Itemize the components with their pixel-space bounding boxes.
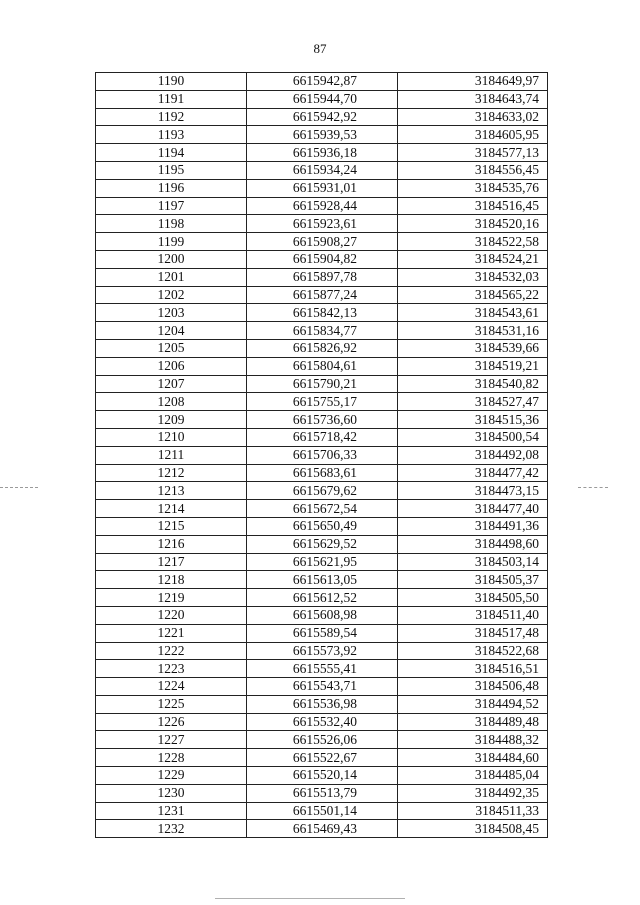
x-coordinate-cell: 6615543,71	[247, 678, 398, 696]
x-coordinate-cell: 6615555,41	[247, 660, 398, 678]
x-coordinate-cell: 6615629,52	[247, 535, 398, 553]
y-coordinate-cell: 3184649,97	[398, 73, 548, 91]
point-number-cell: 1208	[96, 393, 247, 411]
x-coordinate-cell: 6615536,98	[247, 695, 398, 713]
y-coordinate-cell: 3184473,15	[398, 482, 548, 500]
y-coordinate-cell: 3184515,36	[398, 411, 548, 429]
table-row	[96, 517, 548, 535]
x-coordinate-cell: 6615928,44	[247, 197, 398, 215]
point-number-cell: 1225	[96, 695, 247, 713]
point-number-cell: 1212	[96, 464, 247, 482]
x-coordinate-cell: 6615589,54	[247, 624, 398, 642]
x-coordinate-cell: 6615532,40	[247, 713, 398, 731]
table-row	[96, 126, 548, 144]
y-coordinate-cell: 3184491,36	[398, 517, 548, 535]
x-coordinate-cell: 6615939,53	[247, 126, 398, 144]
x-coordinate-cell: 6615706,33	[247, 446, 398, 464]
table-row	[96, 268, 548, 286]
x-coordinate-cell: 6615683,61	[247, 464, 398, 482]
y-coordinate-cell: 3184511,40	[398, 606, 548, 624]
table-row	[96, 304, 548, 322]
point-number-cell: 1230	[96, 784, 247, 802]
y-coordinate-cell: 3184605,95	[398, 126, 548, 144]
table-row	[96, 678, 548, 696]
table-row	[96, 73, 548, 91]
table-row	[96, 660, 548, 678]
table-row	[96, 393, 548, 411]
y-coordinate-cell: 3184524,21	[398, 250, 548, 268]
point-number-cell: 1201	[96, 268, 247, 286]
x-coordinate-cell: 6615613,05	[247, 571, 398, 589]
table-row	[96, 464, 548, 482]
x-coordinate-cell: 6615573,92	[247, 642, 398, 660]
x-coordinate-cell: 6615931,01	[247, 179, 398, 197]
point-number-cell: 1203	[96, 304, 247, 322]
x-coordinate-cell: 6615790,21	[247, 375, 398, 393]
table-row	[96, 820, 548, 838]
x-coordinate-cell: 6615469,43	[247, 820, 398, 838]
y-coordinate-cell: 3184520,16	[398, 215, 548, 233]
y-coordinate-cell: 3184556,45	[398, 161, 548, 179]
x-coordinate-cell: 6615908,27	[247, 233, 398, 251]
table-row	[96, 767, 548, 785]
point-number-cell: 1219	[96, 589, 247, 607]
point-number-cell: 1199	[96, 233, 247, 251]
x-coordinate-cell: 6615679,62	[247, 482, 398, 500]
y-coordinate-cell: 3184540,82	[398, 375, 548, 393]
x-coordinate-cell: 6615650,49	[247, 517, 398, 535]
point-number-cell: 1231	[96, 802, 247, 820]
table-row	[96, 339, 548, 357]
table-row	[96, 215, 548, 233]
scan-artifact-left	[0, 487, 38, 488]
y-coordinate-cell: 3184506,48	[398, 678, 548, 696]
table-row	[96, 749, 548, 767]
y-coordinate-cell: 3184565,22	[398, 286, 548, 304]
x-coordinate-cell: 6615501,14	[247, 802, 398, 820]
point-number-cell: 1223	[96, 660, 247, 678]
table-row	[96, 322, 548, 340]
point-number-cell: 1200	[96, 250, 247, 268]
y-coordinate-cell: 3184535,76	[398, 179, 548, 197]
y-coordinate-cell: 3184633,02	[398, 108, 548, 126]
table-row	[96, 90, 548, 108]
y-coordinate-cell: 3184503,14	[398, 553, 548, 571]
point-number-cell: 1220	[96, 606, 247, 624]
point-number-cell: 1198	[96, 215, 247, 233]
y-coordinate-cell: 3184643,74	[398, 90, 548, 108]
x-coordinate-cell: 6615672,54	[247, 500, 398, 518]
table-row	[96, 802, 548, 820]
x-coordinate-cell: 6615520,14	[247, 767, 398, 785]
y-coordinate-cell: 3184484,60	[398, 749, 548, 767]
point-number-cell: 1222	[96, 642, 247, 660]
table-row	[96, 357, 548, 375]
x-coordinate-cell: 6615942,87	[247, 73, 398, 91]
y-coordinate-cell: 3184539,66	[398, 339, 548, 357]
point-number-cell: 1229	[96, 767, 247, 785]
point-number-cell: 1213	[96, 482, 247, 500]
coordinates-table-body	[96, 73, 548, 838]
x-coordinate-cell: 6615842,13	[247, 304, 398, 322]
point-number-cell: 1196	[96, 179, 247, 197]
table-row	[96, 606, 548, 624]
table-row	[96, 446, 548, 464]
x-coordinate-cell: 6615804,61	[247, 357, 398, 375]
table-row	[96, 482, 548, 500]
point-number-cell: 1197	[96, 197, 247, 215]
point-number-cell: 1206	[96, 357, 247, 375]
y-coordinate-cell: 3184532,03	[398, 268, 548, 286]
point-number-cell: 1204	[96, 322, 247, 340]
point-number-cell: 1190	[96, 73, 247, 91]
x-coordinate-cell: 6615904,82	[247, 250, 398, 268]
y-coordinate-cell: 3184517,48	[398, 624, 548, 642]
x-coordinate-cell: 6615936,18	[247, 144, 398, 162]
table-row	[96, 233, 548, 251]
y-coordinate-cell: 3184505,37	[398, 571, 548, 589]
x-coordinate-cell: 6615608,98	[247, 606, 398, 624]
point-number-cell: 1224	[96, 678, 247, 696]
point-number-cell: 1194	[96, 144, 247, 162]
y-coordinate-cell: 3184485,04	[398, 767, 548, 785]
y-coordinate-cell: 3184522,58	[398, 233, 548, 251]
x-coordinate-cell: 6615612,52	[247, 589, 398, 607]
point-number-cell: 1193	[96, 126, 247, 144]
table-row	[96, 642, 548, 660]
point-number-cell: 1217	[96, 553, 247, 571]
x-coordinate-cell: 6615877,24	[247, 286, 398, 304]
x-coordinate-cell: 6615826,92	[247, 339, 398, 357]
x-coordinate-cell: 6615736,60	[247, 411, 398, 429]
y-coordinate-cell: 3184516,51	[398, 660, 548, 678]
point-number-cell: 1205	[96, 339, 247, 357]
x-coordinate-cell: 6615621,95	[247, 553, 398, 571]
point-number-cell: 1202	[96, 286, 247, 304]
point-number-cell: 1218	[96, 571, 247, 589]
point-number-cell: 1227	[96, 731, 247, 749]
point-number-cell: 1215	[96, 517, 247, 535]
y-coordinate-cell: 3184492,35	[398, 784, 548, 802]
page-number: 87	[313, 41, 327, 56]
y-coordinate-cell: 3184519,21	[398, 357, 548, 375]
y-coordinate-cell: 3184494,52	[398, 695, 548, 713]
point-number-cell: 1210	[96, 428, 247, 446]
table-row	[96, 500, 548, 518]
table-row	[96, 375, 548, 393]
point-number-cell: 1228	[96, 749, 247, 767]
point-number-cell: 1221	[96, 624, 247, 642]
point-number-cell: 1192	[96, 108, 247, 126]
y-coordinate-cell: 3184527,47	[398, 393, 548, 411]
table-row	[96, 695, 548, 713]
y-coordinate-cell: 3184477,42	[398, 464, 548, 482]
y-coordinate-cell: 3184489,48	[398, 713, 548, 731]
scan-artifact-right	[578, 487, 608, 488]
x-coordinate-cell: 6615944,70	[247, 90, 398, 108]
x-coordinate-cell: 6615942,92	[247, 108, 398, 126]
point-number-cell: 1226	[96, 713, 247, 731]
point-number-cell: 1209	[96, 411, 247, 429]
table-row	[96, 108, 548, 126]
y-coordinate-cell: 3184505,50	[398, 589, 548, 607]
y-coordinate-cell: 3184477,40	[398, 500, 548, 518]
table-row	[96, 179, 548, 197]
table-row	[96, 161, 548, 179]
y-coordinate-cell: 3184522,68	[398, 642, 548, 660]
table-row	[96, 571, 548, 589]
y-coordinate-cell: 3184500,54	[398, 428, 548, 446]
x-coordinate-cell: 6615755,17	[247, 393, 398, 411]
table-row	[96, 624, 548, 642]
table-row	[96, 250, 548, 268]
table-row	[96, 197, 548, 215]
table-row	[96, 713, 548, 731]
point-number-cell: 1216	[96, 535, 247, 553]
coordinates-table	[95, 72, 548, 838]
x-coordinate-cell: 6615718,42	[247, 428, 398, 446]
table-row	[96, 589, 548, 607]
table-row	[96, 553, 548, 571]
scan-artifact-bottom	[215, 898, 405, 899]
x-coordinate-cell: 6615526,06	[247, 731, 398, 749]
y-coordinate-cell: 3184511,33	[398, 802, 548, 820]
y-coordinate-cell: 3184543,61	[398, 304, 548, 322]
table-row	[96, 286, 548, 304]
point-number-cell: 1211	[96, 446, 247, 464]
point-number-cell: 1191	[96, 90, 247, 108]
y-coordinate-cell: 3184508,45	[398, 820, 548, 838]
point-number-cell: 1232	[96, 820, 247, 838]
table-row	[96, 428, 548, 446]
table-row	[96, 144, 548, 162]
point-number-cell: 1207	[96, 375, 247, 393]
y-coordinate-cell: 3184488,32	[398, 731, 548, 749]
table-row	[96, 784, 548, 802]
x-coordinate-cell: 6615522,67	[247, 749, 398, 767]
table-row	[96, 411, 548, 429]
x-coordinate-cell: 6615513,79	[247, 784, 398, 802]
point-number-cell: 1214	[96, 500, 247, 518]
point-number-cell: 1195	[96, 161, 247, 179]
y-coordinate-cell: 3184516,45	[398, 197, 548, 215]
y-coordinate-cell: 3184577,13	[398, 144, 548, 162]
y-coordinate-cell: 3184492,08	[398, 446, 548, 464]
x-coordinate-cell: 6615897,78	[247, 268, 398, 286]
table-row	[96, 731, 548, 749]
y-coordinate-cell: 3184531,16	[398, 322, 548, 340]
y-coordinate-cell: 3184498,60	[398, 535, 548, 553]
x-coordinate-cell: 6615834,77	[247, 322, 398, 340]
x-coordinate-cell: 6615923,61	[247, 215, 398, 233]
table-row	[96, 535, 548, 553]
x-coordinate-cell: 6615934,24	[247, 161, 398, 179]
